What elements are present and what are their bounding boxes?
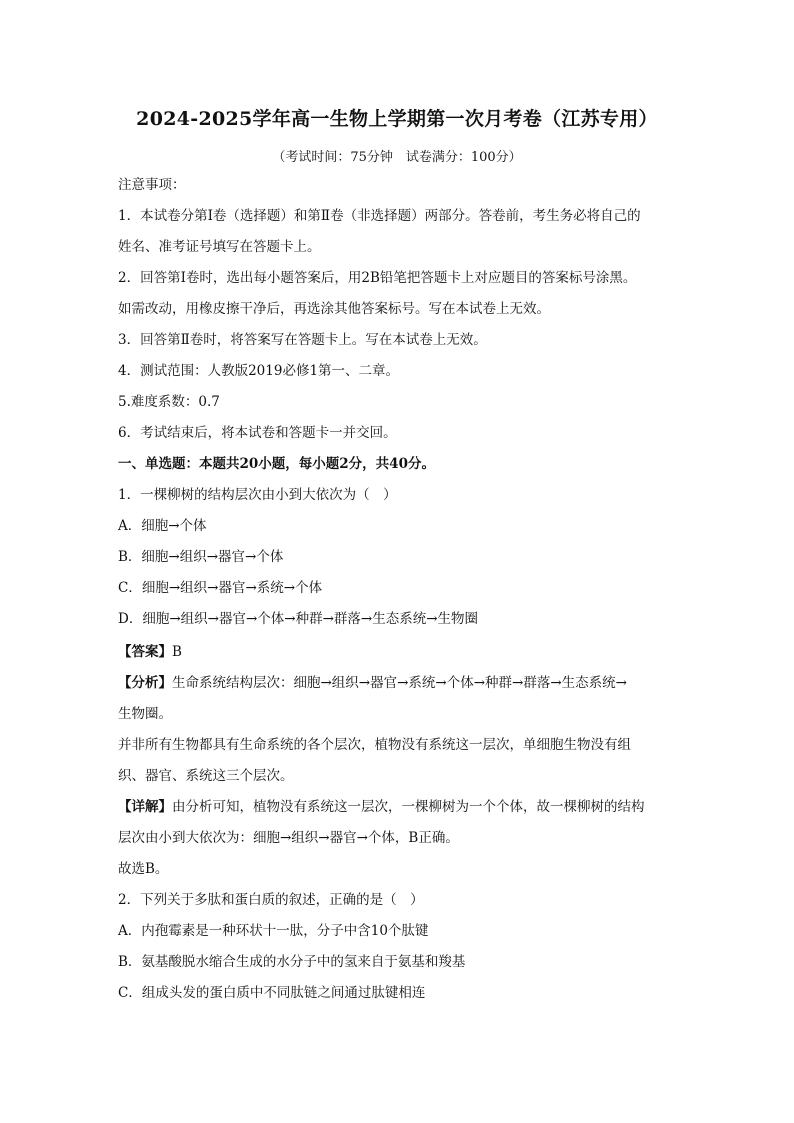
notice-line: 如需改动，用橡皮擦干净后，再选涂其他答案标号。写在本试卷上无效。 xyxy=(118,301,550,317)
analysis-text: 织、器官、系统这三个层次。 xyxy=(118,768,294,784)
question-stem: 2．下列关于多肽和蛋白质的叙述，正确的是（ ） xyxy=(118,892,424,908)
detail-line xyxy=(118,798,688,816)
analysis-text: 生命系统结构层次：细胞→组织→器官→系统→个体→种群→群落→生态系统→ xyxy=(172,675,627,691)
notice-line: 3．回答第Ⅱ卷时，将答案写在答题卡上。写在本试卷上无效。 xyxy=(118,332,487,348)
option-b: B．氨基酸脱水缩合生成的水分子中的氢来自于氨基和羧基 xyxy=(118,954,466,970)
detail-text: 层次由小到大依次为：细胞→组织→器官→个体，B正确。 xyxy=(118,830,459,846)
detail-text: 故选B。 xyxy=(118,861,169,877)
analysis-tag: 【分析】 xyxy=(118,675,172,691)
notice-line: 1．本试卷分第Ⅰ卷（选择题）和第Ⅱ卷（非选择题）两部分。答卷前，考生务必将自己的 xyxy=(118,208,641,224)
analysis-text: 并非所有生物都具有生命系统的各个层次，植物没有系统这一层次，单细胞生物没有组 xyxy=(118,737,631,753)
question-stem: 1．一棵柳树的结构层次由小到大依次为（ ） xyxy=(118,487,397,503)
option-b: B．细胞→组织→器官→个体 xyxy=(118,549,284,565)
notice-line: 5.难度系数：0.7 xyxy=(118,394,220,410)
detail-tag: 【详解】 xyxy=(118,799,172,815)
notice-heading: 注意事项： xyxy=(118,177,186,193)
option-d: D．细胞→组织→器官→个体→种群→群落→生态系统→生物圈 xyxy=(118,611,479,627)
option-c: C．细胞→组织→器官→系统→个体 xyxy=(118,580,323,596)
option-c: C．组成头发的蛋白质中不同肽链之间通过肽键相连 xyxy=(118,985,426,1001)
exam-subtitle: （考试时间：75分钟 试卷满分：100分） xyxy=(272,150,522,165)
notice-line: 6．考试结束后，将本试卷和答题卡一并交回。 xyxy=(118,425,397,441)
analysis-text: 生物圈。 xyxy=(118,706,172,722)
notice-line: 2．回答第Ⅰ卷时，选出每小题答案后，用2B铅笔把答题卡上对应题目的答案标号涂黑。 xyxy=(118,270,637,286)
section-heading: 一、单选题：本题共20小题，每小题2分，共40分。 xyxy=(118,456,435,472)
option-a: A．内孢霉素是一种环状十一肽，分子中含10个肽键 xyxy=(118,923,429,939)
analysis-line xyxy=(118,674,688,692)
answer-value: B xyxy=(172,644,182,660)
answer-line xyxy=(118,643,688,661)
option-a: A．细胞→个体 xyxy=(118,518,207,534)
notice-line: 4．测试范围：人教版2019必修1第一、二章。 xyxy=(118,363,400,379)
notice-line: 姓名、准考证号填写在答题卡上。 xyxy=(118,239,321,255)
detail-text: 由分析可知，植物没有系统这一层次，一棵柳树为一个个体，故一棵柳树的结构 xyxy=(172,799,645,815)
exam-title: 2024-2025学年高一生物上学期第一次月考卷（江苏专用） xyxy=(136,108,658,130)
answer-tag: 【答案】 xyxy=(118,644,172,660)
